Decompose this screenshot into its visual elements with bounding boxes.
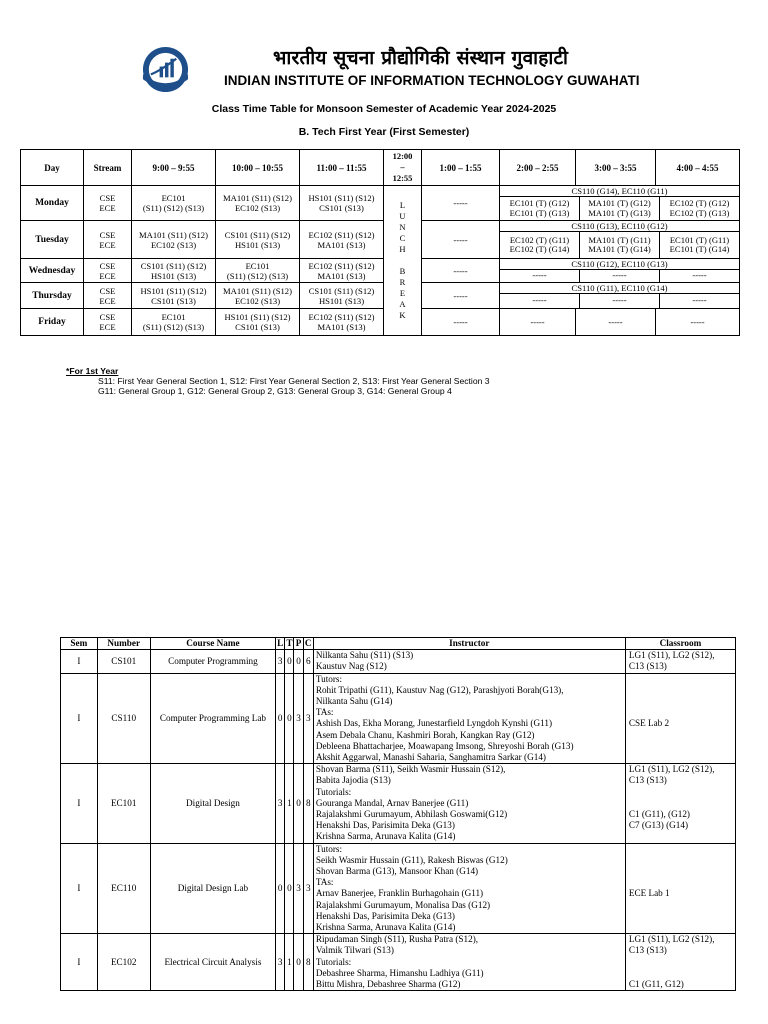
classroom-line — [629, 707, 734, 718]
course-classroom — [625, 764, 735, 843]
timetable-header-row — [21, 150, 740, 186]
course-name: Digital Design — [150, 764, 275, 843]
course-row — [61, 764, 736, 843]
course-l: 0 — [276, 673, 285, 764]
slot-c3: ----- — [576, 309, 656, 336]
course-name: Computer Programming — [150, 650, 275, 673]
stream-cell — [84, 309, 132, 336]
tutorial-entry: ----- — [532, 270, 547, 281]
course-c: 6 — [303, 650, 313, 673]
slot-c11 — [300, 186, 384, 221]
classroom-line — [629, 696, 734, 707]
classroom-line: C1 (G11, G12) — [628, 979, 684, 990]
instructor-line: Rajalakshmi Gurumayum, Monalisa Das (G12) — [315, 899, 491, 910]
tutorial-entry: MA101 (T) (G11) — [588, 234, 651, 245]
course-table — [60, 637, 736, 991]
stream-cell — [84, 221, 132, 259]
class-entry: MA101 (S11) (S12) — [139, 229, 208, 240]
timetable-row-wednesday — [21, 259, 740, 283]
instructor-line: Rohit Tripathi (G11), Kaustuv Nag (G12), Parashjyoti Borah(G13), — [315, 684, 564, 695]
course-p: 0 — [294, 934, 303, 991]
afternoon-lab-entry: CS110 (G14), EC110 (G11) — [500, 186, 739, 197]
stream-name: ECE — [99, 203, 116, 213]
slot-c11 — [300, 309, 384, 336]
course-table-header-row — [61, 638, 736, 650]
class-entry: EC101 — [161, 312, 186, 322]
class-entry: MA101 (S13) — [317, 270, 366, 281]
class-entry: MA101 (S13) — [317, 322, 366, 332]
instructor-line: TAs: — [315, 707, 334, 718]
class-entry: CS101 (S11) (S12) — [224, 229, 291, 240]
tutorial-entry: MA101 (T) (G12) — [588, 198, 651, 208]
tutorial-cell — [660, 270, 739, 282]
institute-name-english: INDIAN INSTITUTE OF INFORMATION TECHNOLOGY GUWAHATI — [224, 73, 640, 88]
institute-name-hindi: भारतीय सूचना प्रौद्योगिकी संस्थान गुवाहाटी — [273, 47, 569, 69]
header-slot-11: 11:00 – 11:55 — [300, 150, 384, 186]
header-slot-12-part: – — [400, 162, 405, 172]
afternoon-lab-entry: CS110 (G11), EC110 (G14) — [500, 283, 739, 294]
class-entry: CS101 (S11) (S12) — [140, 260, 207, 271]
class-entry: (S11) (S12) (S13) — [142, 203, 205, 213]
slot-c9 — [132, 186, 216, 221]
classroom-line — [629, 844, 734, 855]
header-p: P — [295, 638, 302, 648]
slot-c1: ----- — [422, 259, 500, 283]
header-classroom: Classroom — [625, 638, 735, 650]
lunch-letter: H — [399, 244, 406, 254]
timetable-row-tuesday — [21, 221, 740, 259]
course-t: 0 — [285, 650, 294, 673]
afternoon-sub — [500, 221, 739, 258]
course-sem: I — [61, 934, 98, 991]
tutorial-entry: EC102 (T) (G12) — [669, 198, 730, 208]
course-p: 0 — [294, 650, 303, 673]
instructor-line: Debleena Bhattacharjee, Moawapang Imsong, Shreyoshi Borah (G13) — [315, 740, 574, 751]
class-entry: MA101 (S13) — [317, 239, 366, 250]
course-sem: I — [61, 650, 98, 673]
instructor-line: Nilkanta Sahu (S11) (S13) — [315, 650, 414, 661]
slot-c11 — [300, 221, 384, 259]
classroom-line — [629, 787, 734, 798]
stream-name: CSE — [99, 260, 116, 271]
slot-c4: ----- — [656, 309, 740, 336]
course-l: 3 — [276, 934, 285, 991]
class-entry: (S11) (S12) (S13) — [226, 270, 289, 281]
course-t: 0 — [285, 673, 294, 764]
instructor-line: Henakshi Das, Parisimita Deka (G13) — [315, 910, 455, 921]
class-entry: CS101 (S13) — [235, 322, 280, 332]
afternoon-lab-entry: CS110 (G13), EC110 (G12) — [500, 221, 739, 232]
course-name: Electrical Circuit Analysis — [150, 934, 275, 991]
stream-name: ECE — [99, 295, 116, 306]
course-classroom — [625, 673, 735, 764]
slot-c11 — [300, 283, 384, 309]
class-entry: HS101 (S11) (S12) — [308, 193, 375, 203]
header-slot-3: 3:00 – 3:55 — [576, 150, 656, 186]
header-slot-12-part: 12:55 — [392, 173, 413, 183]
classroom-line — [629, 674, 734, 685]
class-entry: HS101 (S13) — [234, 239, 281, 250]
tutorial-cell — [580, 197, 660, 220]
institute-logo — [141, 45, 190, 94]
course-classroom — [625, 843, 735, 934]
tutorial-entry: EC101 (T) (G11) — [669, 234, 730, 245]
classroom-line — [629, 855, 734, 866]
class-entry: EC101 — [245, 260, 270, 271]
slot-c11 — [300, 259, 384, 283]
instructor-line: Kaustuv Nag (S12) — [315, 661, 387, 672]
classroom-line: LG1 (S11), LG2 (S12), — [628, 650, 715, 661]
instructor-line: Ashish Das, Ekha Morang, Junestarfield Lyngdoh Kynshi (G11) — [315, 718, 553, 729]
header-t: T — [286, 638, 293, 648]
classroom-line — [629, 968, 734, 979]
slot-c10 — [216, 186, 300, 221]
class-entry: EC102 (S13) — [234, 203, 281, 213]
class-entry: HS101 (S11) (S12) — [140, 285, 207, 296]
tutorial-entry: EC102 (T) (G13) — [669, 207, 730, 218]
day-label: Wednesday — [21, 259, 84, 283]
tutorial-cell — [580, 232, 660, 258]
tutorial-entry: MA101 (T) (G14) — [588, 244, 651, 254]
class-entry: EC102 (S11) (S12) — [308, 229, 375, 240]
class-entry: EC102 (S13) — [150, 239, 197, 250]
lunch-letter: L — [399, 200, 406, 210]
instructor-line: Nilkanta Sahu (G14) — [315, 696, 393, 707]
header-course-name: Course Name — [150, 638, 275, 650]
course-name: Computer Programming Lab — [150, 673, 275, 764]
stream-name: CSE — [99, 312, 116, 322]
header-stream: Stream — [84, 150, 132, 186]
course-sem: I — [61, 764, 98, 843]
slot-c1: ----- — [422, 309, 500, 336]
classroom-line: ECE Lab 1 — [628, 888, 670, 899]
afternoon-tutorial-row — [500, 294, 739, 308]
instructor-line: Debashree Sharma, Himanshu Ladhiya (G11) — [315, 967, 484, 978]
header-slot-10: 10:00 – 10:55 — [216, 150, 300, 186]
stream-name: CSE — [99, 229, 116, 240]
lunch-letter: A — [399, 299, 406, 309]
tutorial-entry: MA101 (T) (G13) — [588, 207, 651, 218]
afternoon-lab-entry: CS110 (G12), EC110 (G13) — [500, 259, 739, 270]
course-p: 3 — [294, 843, 303, 934]
tutorial-cell — [500, 197, 580, 220]
classroom-line — [629, 957, 734, 968]
instructor-line: Akshit Aggarwal, Manashi Saharia, Sanghamitra Sarkar (G14) — [315, 752, 546, 763]
header-sem: Sem — [61, 638, 98, 650]
course-p: 0 — [294, 764, 303, 843]
instructor-line: Tutorials: — [315, 956, 352, 967]
stream-name: CSE — [99, 285, 116, 296]
header-slot-12 — [384, 150, 422, 186]
course-row — [61, 934, 736, 991]
class-entry: EC102 (S11) (S12) — [308, 260, 375, 271]
lunch-break — [384, 186, 422, 336]
instructor-line: Tutors: — [315, 843, 343, 854]
tutorial-cell — [660, 232, 739, 258]
lunch-letter: U — [399, 211, 406, 221]
class-entry: MA101 (S11) (S12) — [223, 285, 292, 296]
classroom-line — [629, 798, 734, 809]
lunch-letter: R — [399, 277, 406, 287]
afternoon-tutorial-row — [500, 232, 739, 258]
course-instructor — [313, 843, 625, 934]
classroom-line — [629, 877, 734, 888]
day-label: Tuesday — [21, 221, 84, 259]
afternoon-sub — [500, 283, 739, 308]
tutorial-entry: EC101 (T) (G14) — [669, 244, 730, 254]
course-sem: I — [61, 673, 98, 764]
course-l: 3 — [276, 764, 285, 843]
tutorial-cell — [500, 232, 580, 258]
course-number: EC110 — [97, 843, 150, 934]
header-slot-1: 1:00 – 1:55 — [422, 150, 500, 186]
class-entry: CS101 (S13) — [319, 203, 364, 213]
header-instructor: Instructor — [313, 638, 625, 650]
tutorial-entry: ----- — [532, 295, 547, 306]
classroom-line: C7 (G13) (G14) — [628, 820, 689, 831]
class-entry: EC102 (S13) — [234, 295, 281, 306]
course-row — [61, 843, 736, 934]
course-number: EC101 — [97, 764, 150, 843]
slot-c10 — [216, 221, 300, 259]
afternoon-block — [500, 283, 740, 309]
lunch-letter: N — [399, 222, 406, 232]
tutorial-entry: ----- — [612, 295, 627, 306]
lunch-letter: C — [399, 233, 406, 243]
course-t: 1 — [285, 934, 294, 991]
tutorial-cell — [580, 294, 660, 308]
instructor-line: Krishna Sarma, Arunava Kalita (G14) — [315, 831, 456, 842]
course-instructor — [313, 650, 625, 673]
classroom-line: CSE Lab 2 — [628, 718, 670, 729]
class-entry: CS101 (S13) — [151, 295, 196, 306]
timetable-row-thursday — [21, 283, 740, 309]
slot-c9 — [132, 283, 216, 309]
course-c: 8 — [303, 934, 313, 991]
slot-c9 — [132, 259, 216, 283]
afternoon-sub — [500, 186, 739, 220]
tutorial-cell — [580, 270, 660, 282]
instructor-line: Tutorials: — [315, 786, 352, 797]
afternoon-sub — [500, 259, 739, 282]
slot-c9 — [132, 221, 216, 259]
stream-name: ECE — [99, 322, 116, 332]
afternoon-block — [500, 259, 740, 283]
header-slot-12-part: 12:00 — [392, 151, 413, 161]
header-day: Day — [21, 150, 84, 186]
course-sem: I — [61, 843, 98, 934]
tutorial-cell — [660, 197, 739, 220]
header-slot-2: 2:00 – 2:55 — [500, 150, 576, 186]
instructor-line: Ripudaman Singh (S11), Rusha Patra (S12), — [315, 934, 479, 945]
day-label: Monday — [21, 186, 84, 221]
document-subtitle: B. Tech First Year (First Semester) — [298, 126, 470, 138]
class-entry: HS101 (S13) — [150, 270, 197, 281]
course-t: 1 — [285, 764, 294, 843]
instructor-line: Gouranga Mandal, Arnav Banerjee (G11) — [315, 797, 469, 808]
notes — [66, 366, 490, 396]
timetable-row-friday — [21, 309, 740, 336]
instructor-line: Rajalakshmi Gurumayum, Abhilash Goswami(G12) — [315, 809, 508, 820]
instructor-line: TAs: — [315, 877, 334, 888]
stream-cell — [84, 259, 132, 283]
class-entry: HS101 (S13) — [318, 295, 365, 306]
tutorial-entry: ----- — [612, 270, 627, 281]
course-l: 3 — [276, 650, 285, 673]
instructor-line: Shovan Barma (G13), Mansoor Khan (G14) — [315, 866, 479, 877]
course-t: 0 — [285, 843, 294, 934]
course-c: 3 — [303, 673, 313, 764]
course-c: 3 — [303, 843, 313, 934]
classroom-line: C13 (S13) — [628, 661, 667, 672]
class-entry: EC101 — [161, 193, 186, 203]
classroom-line: LG1 (S11), LG2 (S12), — [628, 764, 715, 775]
course-instructor — [313, 764, 625, 843]
afternoon-block — [500, 186, 740, 221]
instructor-line: Valmik Tilwari (S13) — [315, 945, 394, 956]
course-instructor — [313, 673, 625, 764]
course-row — [61, 650, 736, 673]
class-entry: EC102 (S11) (S12) — [308, 312, 375, 322]
class-entry: (S11) (S12) (S13) — [142, 322, 205, 332]
classroom-line: C13 (S13) — [628, 775, 667, 786]
lunch-letter — [384, 255, 421, 266]
header-slot-9: 9:00 – 9:55 — [132, 150, 216, 186]
lunch-letter: E — [399, 288, 406, 298]
slot-c1: ----- — [422, 283, 500, 309]
course-classroom — [625, 934, 735, 991]
course-number: EC102 — [97, 934, 150, 991]
slot-c1: ----- — [422, 221, 500, 259]
slot-c10 — [216, 259, 300, 283]
stream-cell — [84, 186, 132, 221]
document-title: Class Time Table for Monsoon Semester of Academic Year 2024-2025 — [211, 103, 557, 115]
tutorial-cell — [660, 294, 739, 308]
header-l: L — [277, 638, 284, 648]
day-label: Friday — [21, 309, 84, 336]
tutorial-entry: ----- — [692, 270, 707, 281]
afternoon-block — [500, 221, 740, 259]
stream-name: ECE — [99, 270, 116, 281]
timetable — [20, 149, 740, 336]
day-label: Thursday — [21, 283, 84, 309]
instructor-line: Bittu Mishra, Debashree Sharma (G12) — [315, 979, 461, 990]
course-instructor — [313, 934, 625, 991]
stream-name: ECE — [99, 239, 116, 250]
instructor-line: Babita Jajodia (S13) — [315, 775, 391, 786]
course-name: Digital Design Lab — [150, 843, 275, 934]
instructor-line: Krishna Sarma, Arunava Kalita (G14) — [315, 922, 456, 933]
instructor-line: Shovan Barma (S11), Seikh Wasmir Hussain (S12), — [315, 764, 506, 775]
classroom-line: LG1 (S11), LG2 (S12), — [628, 934, 715, 945]
notes-line-groups: G11: General Group 1, G12: General Group 2, G13: General Group 3, G14: General Group 4 — [98, 386, 452, 396]
course-c: 8 — [303, 764, 313, 843]
classroom-line: C13 (S13) — [628, 945, 667, 956]
tutorial-entry: ----- — [692, 295, 707, 306]
slot-c9 — [132, 309, 216, 336]
course-number: CS110 — [97, 673, 150, 764]
header-slot-4: 4:00 – 4:55 — [656, 150, 740, 186]
instructor-line: Tutors: — [315, 673, 343, 684]
instructor-line: Arnav Banerjee, Franklin Burhagohain (G11) — [315, 888, 484, 899]
slot-c2: ----- — [500, 309, 576, 336]
lunch-letter: K — [399, 310, 406, 320]
class-entry: HS101 (S11) (S12) — [224, 312, 291, 322]
class-entry: MA101 (S11) (S12) — [223, 193, 292, 203]
header-c: C — [304, 638, 312, 648]
tutorial-cell — [500, 270, 580, 282]
tutorial-entry: EC102 (T) (G11) — [509, 234, 570, 245]
stream-name: CSE — [99, 193, 116, 203]
afternoon-tutorial-row — [500, 270, 739, 282]
tutorial-entry: EC101 (T) (G12) — [509, 198, 570, 208]
afternoon-tutorial-row — [500, 197, 739, 220]
course-row — [61, 673, 736, 764]
class-entry: CS101 (S11) (S12) — [308, 285, 375, 296]
instructor-line: Seikh Wasmir Hussain (G11), Rakesh Biswas (G12) — [315, 854, 508, 865]
course-l: 0 — [276, 843, 285, 934]
classroom-line: C1 (G11), (G12) — [628, 809, 690, 820]
course-number: CS101 — [97, 650, 150, 673]
notes-heading: *For 1st Year — [66, 366, 119, 376]
slot-c1: ----- — [422, 186, 500, 221]
classroom-line — [629, 866, 734, 877]
course-p: 3 — [294, 673, 303, 764]
tutorial-entry: EC102 (T) (G14) — [509, 244, 570, 254]
classroom-line — [629, 685, 734, 696]
instructor-line: Henakshi Das, Parisimita Deka (G13) — [315, 820, 455, 831]
slot-c10 — [216, 309, 300, 336]
notes-line-sections: S11: First Year General Section 1, S12: First Year General Section 2, S13: First Year General Section 3 — [98, 376, 490, 386]
header-number: Number — [97, 638, 150, 650]
slot-c10 — [216, 283, 300, 309]
instructor-line: Asem Debala Chanu, Kashmiri Borah, Kangkan Ray (G12) — [315, 729, 535, 740]
lunch-letter: B — [399, 266, 406, 276]
tutorial-entry: EC101 (T) (G13) — [509, 207, 570, 218]
timetable-row-monday — [21, 186, 740, 221]
tutorial-cell — [500, 294, 580, 308]
stream-cell — [84, 283, 132, 309]
course-classroom — [625, 650, 735, 673]
